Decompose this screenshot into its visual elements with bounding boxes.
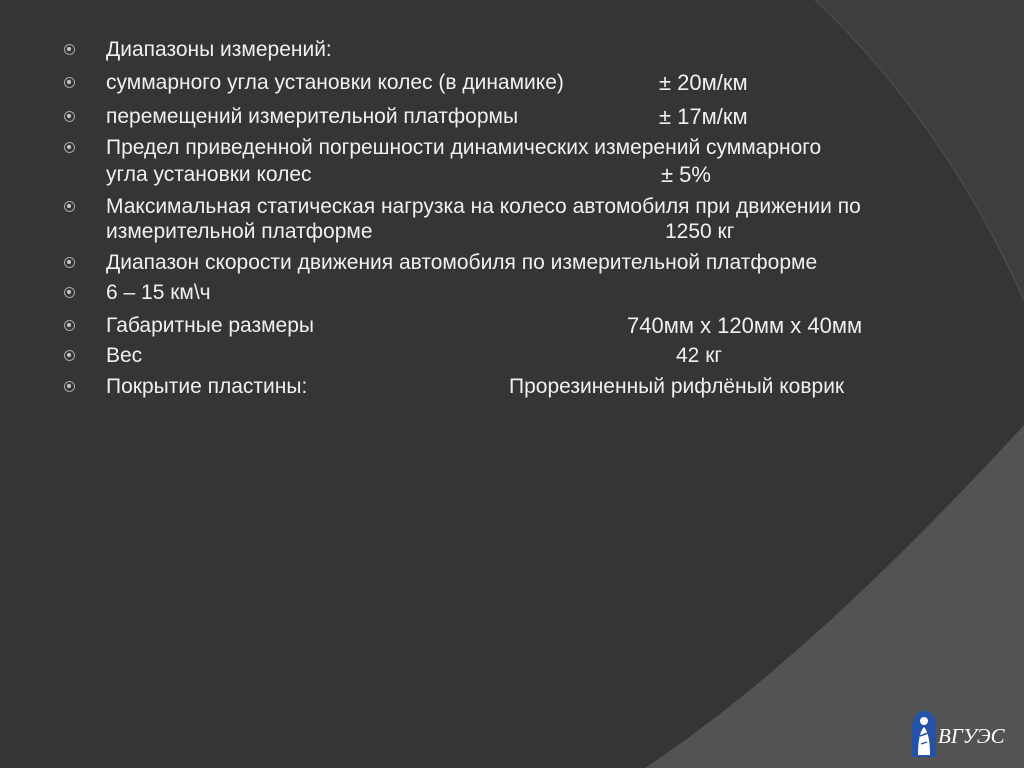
logo — [911, 710, 1021, 760]
bullet-icon — [64, 142, 75, 153]
item-text: суммарного угла установки колес (в динамике) — [106, 71, 564, 94]
item-value: ± 20м/км — [659, 70, 748, 95]
bullet-icon — [64, 257, 75, 268]
item-text: Диапазоны измерений: — [106, 38, 332, 61]
logo-text: ВГУЭС — [938, 724, 1005, 748]
list-item — [0, 195, 1000, 243]
bullet-icon — [64, 350, 75, 361]
item-text: Габаритные размеры — [106, 314, 314, 337]
list-item — [0, 344, 1000, 368]
list-item — [0, 38, 1000, 62]
item-value: 1250 кг — [665, 220, 735, 243]
bullet-icon — [64, 287, 75, 298]
list-item — [0, 71, 1000, 95]
bullet-icon — [64, 201, 75, 212]
item-text: Диапазон скорости движения автомобиля по измерительной платформе — [106, 251, 818, 274]
bullet-icon — [64, 44, 75, 55]
list-item — [0, 281, 1000, 305]
item-value: ± 17м/км — [659, 104, 748, 129]
list-item — [0, 105, 1000, 129]
item-text-line-1: Предел приведенной погрешности динамических измерений суммарного — [106, 136, 822, 159]
bullet-icon — [64, 381, 75, 392]
bullet-icon — [64, 111, 75, 122]
item-value: ± 5% — [661, 162, 711, 187]
item-text-line-1: Максимальная статическая нагрузка на колесо автомобиля при движении по — [106, 195, 861, 218]
list-item — [0, 314, 1000, 338]
item-value: 42 кг — [676, 344, 723, 367]
list-item — [0, 251, 1000, 275]
item-text: Покрытие пластины: — [106, 375, 308, 398]
item-value: Прорезиненный рифлёный коврик — [509, 375, 845, 398]
item-text: перемещений измерительной платформы — [106, 105, 519, 128]
bullet-icon — [64, 77, 75, 88]
item-text-line-2: измерительной платформе — [106, 220, 373, 243]
list-item — [0, 375, 1000, 399]
item-text: 6 – 15 км\ч — [106, 281, 211, 304]
item-value: 740мм х 120мм х 40мм — [627, 313, 863, 338]
university-emblem-icon — [911, 710, 937, 758]
bullet-icon — [64, 320, 75, 331]
item-text: Вес — [106, 344, 143, 367]
item-text-line-2: угла установки колес — [106, 163, 312, 186]
list-item — [0, 136, 1000, 187]
